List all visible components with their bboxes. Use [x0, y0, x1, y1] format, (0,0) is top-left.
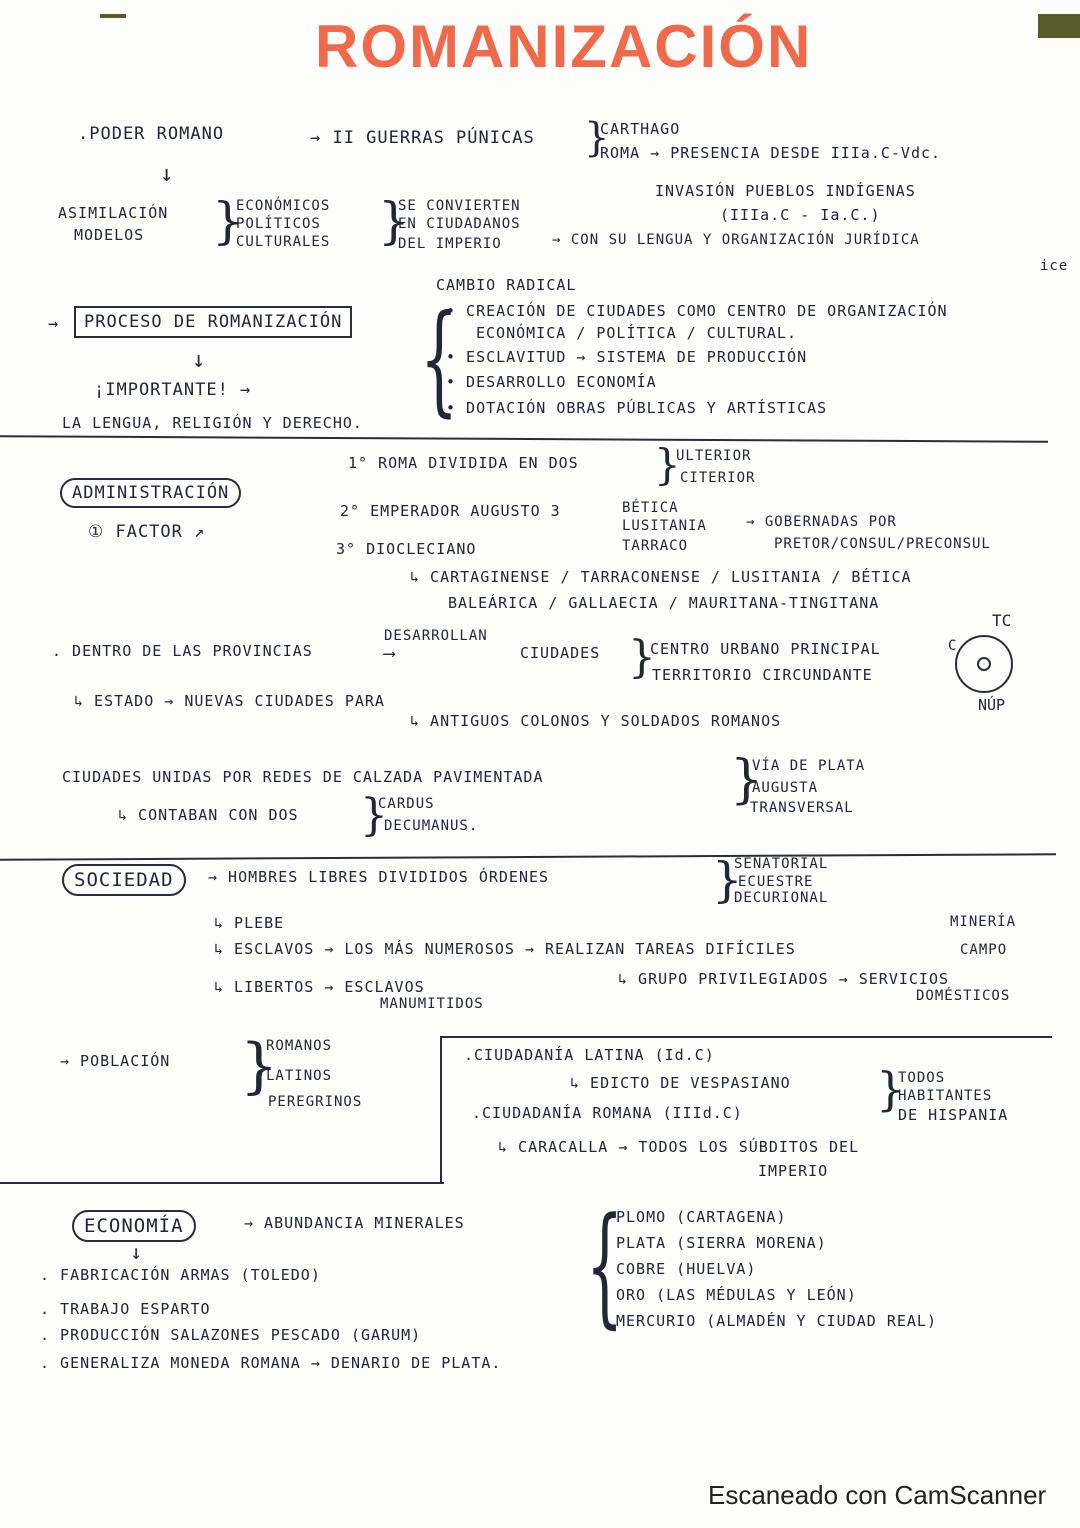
- mineral-mercurio: MERCURIO (ALMADÉN Y CIUDAD REAL): [616, 1312, 937, 1330]
- diocleciano: 3° DIOCLECIANO: [336, 540, 477, 558]
- del-imperio: DEL IMPERIO: [398, 236, 502, 252]
- decumanus: DECUMANUS.: [384, 818, 479, 834]
- citerior: CITERIOR: [680, 470, 756, 486]
- lusitania: LUSITANIA: [622, 518, 707, 534]
- en-ciudadanos: EN CIUDADANOS: [398, 216, 521, 232]
- grupo-privilegiados: ↳ GRUPO PRIVILEGIADOS → SERVICIOS: [618, 970, 950, 988]
- arrow-proceso: →: [48, 314, 60, 334]
- administracion-label: ADMINISTRACIÓN: [60, 478, 241, 508]
- brace-modelos: }: [378, 192, 410, 250]
- pretor-consul: PRETOR/CONSUL/PRECONSUL: [774, 536, 991, 552]
- via-augusta: AUGUSTA: [752, 780, 819, 796]
- poblacion-romanos: ROMANOS: [266, 1038, 333, 1054]
- brace-vias: }: [730, 750, 764, 810]
- ciudades: CIUDADES: [520, 644, 601, 662]
- dentro-provincias: . DENTRO DE LAS PROVINCIAS: [52, 642, 313, 660]
- proceso-box: PROCESO DE ROMANIZACIÓN: [74, 306, 352, 338]
- down-arrow-economia: ↓: [130, 1240, 144, 1264]
- poblacion-peregrinos: PEREGRINOS: [268, 1094, 363, 1110]
- ulterior: ULTERIOR: [676, 448, 752, 464]
- caracalla: ↳ CARACALLA → TODOS LOS SÚBDITOS DEL: [498, 1138, 860, 1156]
- poder-romano: .PODER ROMANO: [78, 124, 225, 144]
- estado-nuevas: ↳ ESTADO → NUEVAS CIUDADES PARA: [74, 692, 385, 710]
- provincias-list-1: ↳ CARTAGINENSE / TARRACONENSE / LUSITANIA / BÉTICA: [410, 568, 912, 586]
- orden-ecuestre: ECUESTRE: [738, 874, 814, 890]
- diagram-bottom-label: NÚP: [978, 696, 1006, 714]
- proceso-point-1b: ECONÓMICA / POLÍTICA / CULTURAL.: [476, 324, 797, 342]
- importante: ¡IMPORTANTE! →: [94, 380, 252, 400]
- ciudadania-romana: .CIUDADANÍA ROMANA (IIId.C): [472, 1104, 743, 1122]
- economia-item-1: . FABRICACIÓN ARMAS (TOLEDO): [40, 1266, 321, 1284]
- economia-item-3: . PRODUCCIÓN SALAZONES PESCADO (GARUM): [40, 1326, 422, 1344]
- brace-dos: }: [654, 440, 681, 489]
- territorio-circle: [956, 636, 1012, 692]
- cambio-radical: CAMBIO RADICAL: [436, 276, 577, 294]
- via-plata: VÍA DE PLATA: [752, 758, 866, 774]
- abundancia-minerales: → ABUNDANCIA MINERALES: [244, 1214, 465, 1232]
- gobernadas-por: → GOBERNADAS POR: [746, 514, 897, 530]
- separator-2: [0, 853, 1056, 861]
- imperio: IMPERIO: [758, 1162, 829, 1180]
- manumitidos: MANUMITIDOS: [380, 996, 484, 1012]
- brace-todos: }: [876, 1062, 906, 1116]
- cardus: CARDUS: [378, 796, 435, 812]
- modelos-label: MODELOS: [74, 226, 145, 244]
- carthago: CARTHAGO: [600, 120, 681, 138]
- mineral-oro: ORO (LAS MÉDULAS Y LEÓN): [616, 1286, 857, 1304]
- poblacion-label: → POBLACIÓN: [60, 1052, 171, 1070]
- proceso-point-3: • DESARROLLO ECONOMÍA: [446, 373, 657, 391]
- betica: BÉTICA: [622, 500, 679, 516]
- arrow-desarrollan: ⟶: [384, 644, 396, 664]
- orden-senatorial: SENATORIAL: [734, 856, 829, 872]
- economia-item-4: . GENERALIZA MONEDA ROMANA → DENARIO DE PLATA.: [40, 1354, 502, 1372]
- emperador-augusto: 2° EMPERADOR AUGUSTO 3: [340, 502, 561, 520]
- brace-ordenes: }: [712, 852, 743, 908]
- esclavos: ↳ ESCLAVOS → LOS MÁS NUMEROSOS → REALIZAN TAREAS DIFÍCILES: [214, 940, 796, 958]
- contaban-con-dos: ↳ CONTABAN CON DOS: [118, 806, 299, 824]
- brace-minerales: {: [586, 1189, 624, 1341]
- brace-cardus: }: [360, 790, 388, 841]
- factor: ① FACTOR ↗: [88, 522, 206, 542]
- asimilacion-label: ASIMILACIÓN: [58, 204, 169, 222]
- modelo-politicos: POLÍTICOS: [236, 216, 321, 232]
- poblacion-box-left: [440, 1036, 442, 1182]
- diagram-left-label: C: [948, 638, 957, 654]
- separator-3: [440, 1036, 1052, 1038]
- lengua-religion-derecho: LA LENGUA, RELIGIÓN Y DERECHO.: [62, 414, 363, 432]
- domesticos: DOMÉSTICOS: [916, 988, 1011, 1004]
- ciudadania-latina: .CIUDADANÍA LATINA (Id.C): [464, 1046, 715, 1064]
- economia-label: ECONOMÍA: [72, 1210, 196, 1242]
- libertos: ↳ LIBERTOS → ESCLAVOS: [214, 978, 425, 996]
- modelo-culturales: CULTURALES: [236, 234, 331, 250]
- proceso-point-2: • ESCLAVITUD → SISTEMA DE PRODUCCIÓN: [446, 348, 808, 366]
- mineral-cobre: COBRE (HUELVA): [616, 1260, 757, 1278]
- roma-presencia: ROMA → PRESENCIA DESDE IIIa.C-Vdc.: [600, 144, 942, 162]
- camscanner-footer: Escaneado con CamScanner: [708, 1480, 1047, 1510]
- separator-4: [0, 1182, 444, 1184]
- provincias-list-2: BALEÁRICA / GALLAECIA / MAURITANA-TINGITANA: [448, 594, 880, 612]
- down-arrow-proceso: ↓: [192, 348, 207, 373]
- territorio: TERRITORIO CIRCUNDANTE: [652, 666, 873, 684]
- poblacion-latinos: LATINOS: [266, 1068, 333, 1084]
- scan-corner-left: [100, 14, 126, 18]
- todos-1: TODOS: [898, 1070, 946, 1086]
- campo: CAMPO: [960, 942, 1008, 958]
- margin-note: ice: [1040, 258, 1069, 274]
- lengua-organizacion: → CON SU LENGUA Y ORGANIZACIÓN JURÍDICA: [552, 232, 920, 248]
- invasion-pueblos: INVASIÓN PUEBLOS INDÍGENAS: [655, 182, 916, 200]
- ciudad-diagram: [948, 604, 1038, 716]
- separator-1: [0, 435, 1048, 442]
- todos-2: HABITANTES: [898, 1088, 993, 1104]
- plebe: ↳ PLEBE: [214, 914, 285, 932]
- proceso-point-4: • DOTACIÓN OBRAS PÚBLICAS Y ARTÍSTICAS: [446, 399, 828, 417]
- modelo-economicos: ECONÓMICOS: [236, 198, 331, 214]
- mineral-plata: PLATA (SIERRA MORENA): [616, 1234, 827, 1252]
- roma-dividida: 1° ROMA DIVIDIDA EN DOS: [348, 454, 579, 472]
- centro-circle: [978, 658, 990, 670]
- se-convierten: SE CONVIERTEN: [398, 198, 521, 214]
- brace-poblacion: }: [240, 1031, 279, 1101]
- hombres-libres: → HOMBRES LIBRES DIVIDIDOS ÓRDENES: [208, 868, 550, 886]
- economia-item-2: . TRABAJO ESPARTO: [40, 1300, 211, 1318]
- antiguos-colonos: ↳ ANTIGUOS COLONOS Y SOLDADOS ROMANOS: [410, 712, 782, 730]
- sociedad-label: SOCIEDAD: [62, 864, 186, 896]
- desarrollan: DESARROLLAN: [384, 628, 488, 644]
- ciudades-unidas: CIUDADES UNIDAS POR REDES DE CALZADA PAVIMENTADA: [62, 768, 544, 786]
- down-arrow-poder: ↓: [160, 162, 175, 187]
- brace-proceso: {: [420, 290, 459, 429]
- proceso-point-1: • CREACIÓN DE CIUDADES COMO CENTRO DE ORGANIZACIÓN: [446, 302, 948, 320]
- brace-ciudades: }: [628, 632, 656, 683]
- tarraco: TARRACO: [622, 538, 689, 554]
- page-title: ROMANIZACIÓN: [315, 13, 813, 80]
- centro-urbano: CENTRO URBANO PRINCIPAL: [650, 640, 881, 658]
- todos-3: DE HISPANIA: [898, 1106, 1009, 1124]
- mineral-plomo: PLOMO (CARTAGENA): [616, 1208, 787, 1226]
- guerras-punicas: → II GUERRAS PÚNICAS: [310, 128, 535, 148]
- scan-corner-right: [1038, 14, 1080, 38]
- brace-guerras: }: [584, 115, 610, 161]
- orden-decurional: DECURIONAL: [734, 890, 829, 906]
- diagram-top-label: TC: [992, 611, 1012, 630]
- brace-asimilacion: }: [212, 192, 244, 250]
- mineria: MINERÍA: [950, 914, 1017, 930]
- edicto-vespasiano: ↳ EDICTO DE VESPASIANO: [570, 1074, 791, 1092]
- invasion-dates: (IIIa.C - Ia.C.): [720, 206, 881, 224]
- via-transversal: TRANSVERSAL: [750, 800, 854, 816]
